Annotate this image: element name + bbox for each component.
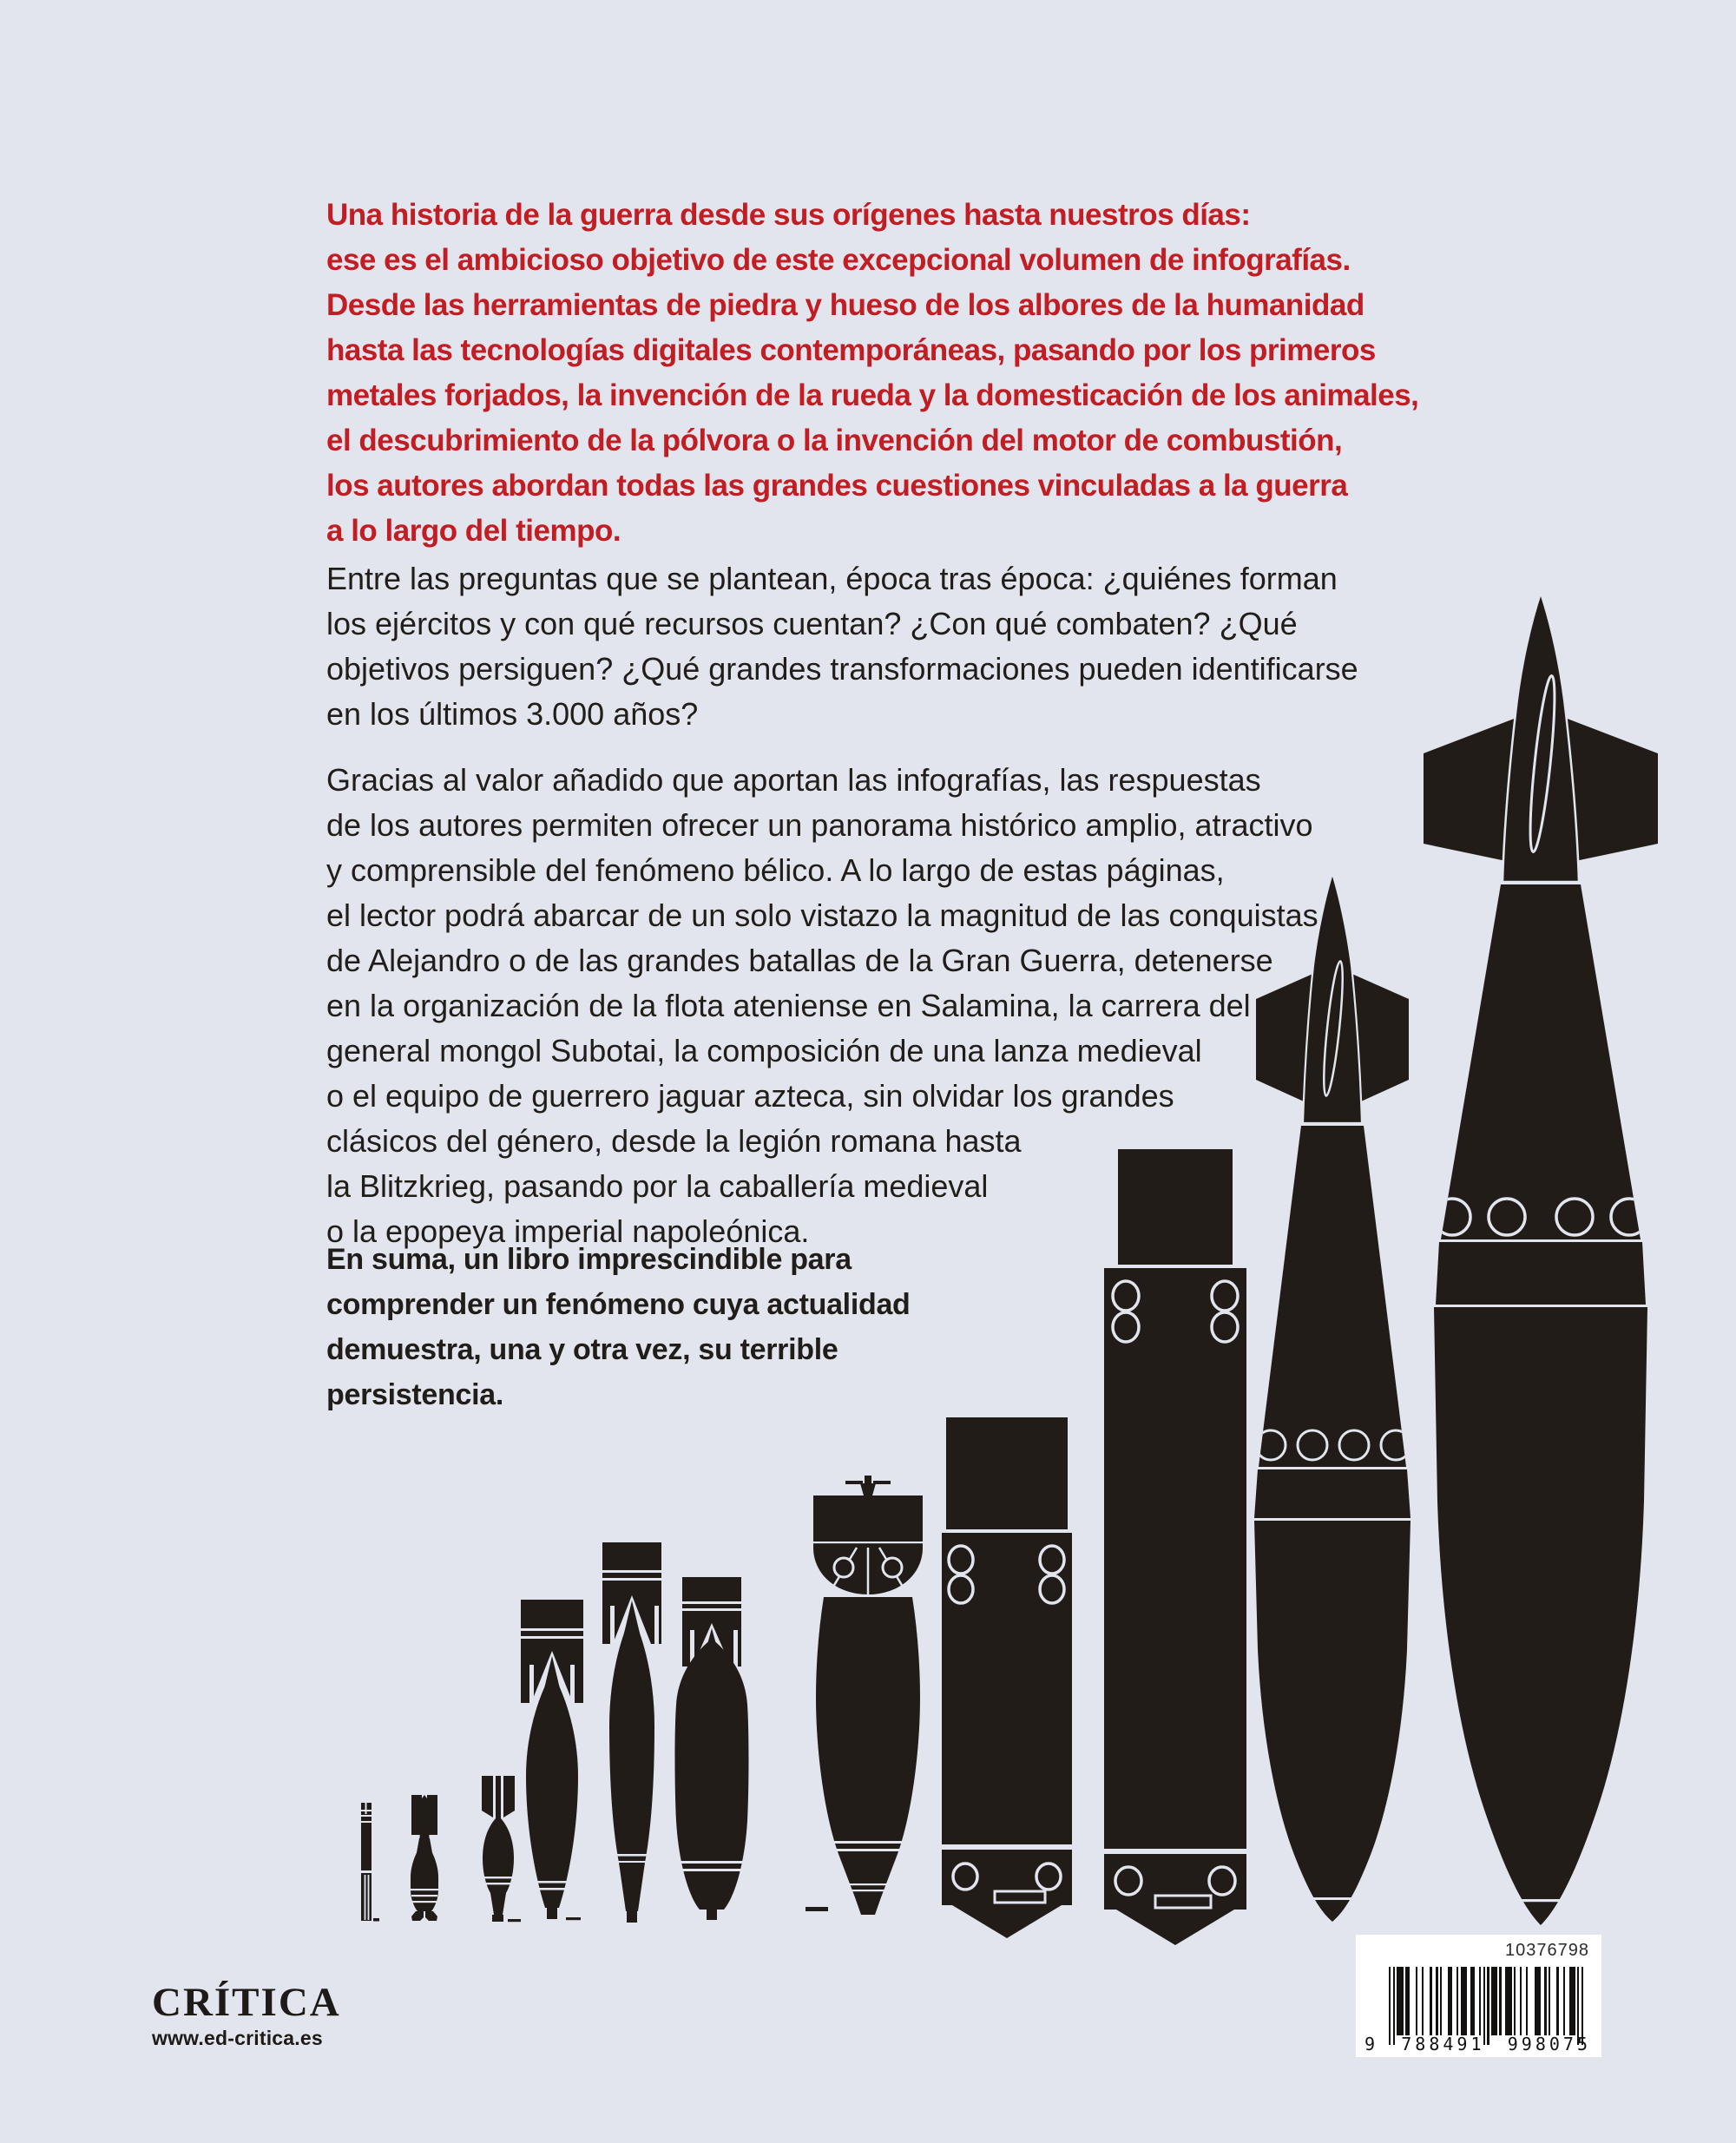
light-aerial-bomb-icon (482, 1776, 521, 1922)
text-line: demuestra, una y otra vez, su terrible (326, 1333, 838, 1366)
text-line: a lo largo del tiempo. (326, 514, 621, 548)
text-line: la Blitzkrieg, pasando por la caballería medieval (326, 1168, 989, 1204)
ballistic-missile-large-icon (1424, 593, 1658, 1925)
aerial-bomb-small-icon (521, 1600, 583, 1920)
text-line: persistencia. (326, 1378, 503, 1411)
text-line: y comprensible del fenómeno bélico. A lo largo de estas páginas, (326, 852, 1225, 888)
atomic-bomb-icon (806, 1476, 923, 1915)
text-line: o la epopeya imperial napoleónica. (326, 1213, 810, 1249)
barcode-ean-digits (1364, 2034, 1591, 2054)
ballistic-missile-medium-icon (1252, 873, 1413, 1922)
text-line: o el equipo de guerrero jaguar azteca, sin olvidar los grandes (326, 1078, 1174, 1114)
text-line: en la organización de la flota ateniense en Salamina, la carrera del (326, 988, 1251, 1023)
text-line: Gracias al valor añadido que aportan las infografías, las respuestas (326, 762, 1261, 798)
text-line: el descubrimiento de la pólvora o la invención del motor de combustión, (326, 424, 1343, 457)
publisher-logo: CRÍTICA (152, 1980, 341, 2025)
barcode-sku-number: 10376798 (1505, 1941, 1589, 1960)
cluster-container-large-icon (1104, 1149, 1246, 1945)
ean-check-digit: 9 (1364, 2034, 1379, 2054)
text-line: Una historia de la guerra desde sus orígenes hasta nuestros días: (326, 198, 1251, 232)
mortar-round-icon (411, 1795, 438, 1921)
text-line: en los últimos 3.000 años? (326, 696, 699, 732)
barcode (1356, 1935, 1601, 2057)
cluster-container-small-icon (942, 1417, 1072, 1938)
text-line: En suma, un libro imprescindible para (326, 1243, 852, 1276)
text-line: hasta las tecnologías digitales contemporáneas, pasando por los primeros (326, 333, 1376, 367)
publisher-block (152, 1981, 341, 2050)
text-line: objetivos persiguen? ¿Qué grandes transformaciones pueden identificarse (326, 651, 1358, 687)
text-line: metales forjados, la invención de la rueda y la domesticación de los animales, (326, 378, 1419, 412)
blockbuster-bomb-icon (675, 1577, 749, 1920)
text-line: Desde las herramientas de piedra y hueso de los albores de la humanidad (326, 288, 1364, 322)
text-line: Entre las preguntas que se plantean, época tras época: ¿quiénes forman (326, 561, 1338, 596)
ean-group-right: 998075 (1507, 2034, 1591, 2054)
text-line: clásicos del género, desde la legión romana hasta (326, 1123, 1022, 1159)
text-line: de los autores permiten ofrecer un panorama histórico amplio, atractivo (326, 807, 1313, 843)
text-line: general mongol Subotai, la composición de una lanza medieval (326, 1033, 1202, 1068)
ean-group-left: 788491 (1401, 2034, 1485, 2054)
text-line: comprender un fenómeno cuya actualidad (326, 1288, 911, 1321)
aerial-bomb-medium-icon (602, 1542, 661, 1923)
publisher-website: www.ed-critica.es (152, 2027, 323, 2049)
text-line: los ejércitos y con qué recursos cuentan? ¿Con qué combaten? ¿Qué (326, 606, 1298, 641)
text-line: de Alejandro o de las grandes batallas de la Gran Guerra, detenerse (326, 943, 1273, 978)
text-line: los autores abordan todas las grandes cuestiones vinculadas a la guerra (326, 469, 1348, 503)
text-line: el lector podrá abarcar de un solo vistazo la magnitud de las conquistas (326, 897, 1318, 933)
text-line: ese es el ambicioso objetivo de este excepcional volumen de infografías. (326, 243, 1351, 277)
pencil-detonator-icon (361, 1803, 379, 1922)
